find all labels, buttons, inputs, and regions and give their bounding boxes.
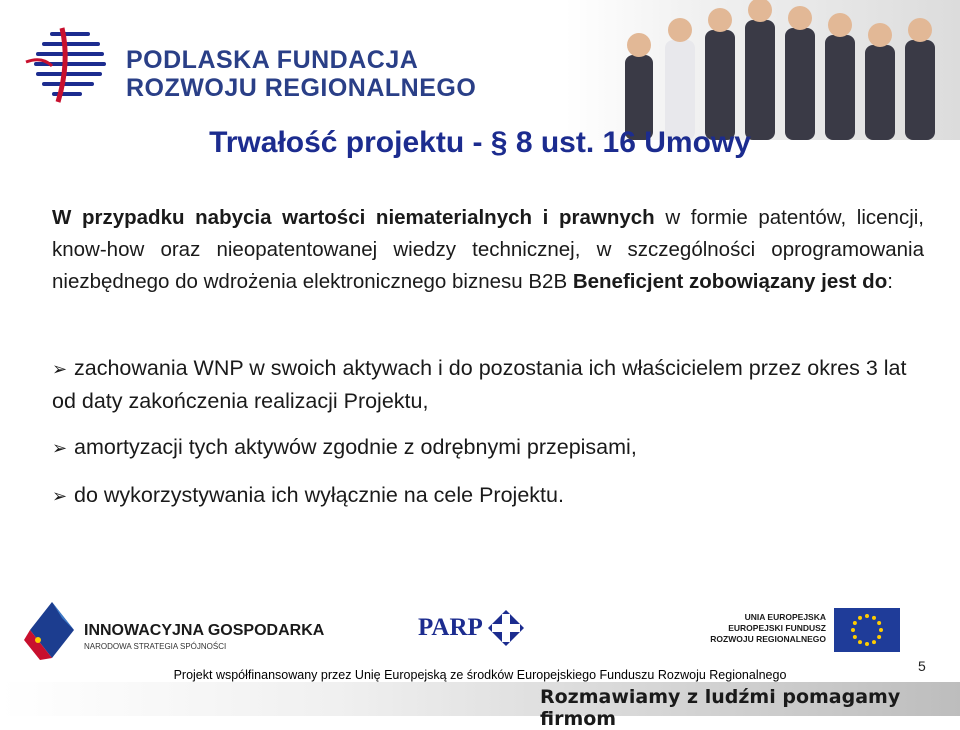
intro-middle: w formie patentów, licencji, know-how oraz nieopatentowanej wiedzy technicznej, w szczególności oprogramowania niezbędnego do wdrożenia elektronicznego biznesu B2B <box>52 206 924 293</box>
parp-text: PARP <box>418 614 483 641</box>
eu-star-icon <box>877 621 881 625</box>
organization-name <box>126 46 476 102</box>
eu-text <box>690 612 826 645</box>
intro-bold-lead: W przypadku nabycia wartości niematerialnych i prawnych <box>52 206 655 229</box>
eu-star-icon <box>853 635 857 639</box>
innowacyjna-gospodarka-logo <box>22 600 325 662</box>
eu-flag-icon <box>834 608 900 652</box>
eu-star-icon <box>851 628 855 632</box>
eu-line3: ROZWOJU REGIONALNEGO <box>710 634 826 644</box>
intro-end: : <box>887 270 893 293</box>
eu-star-icon <box>865 642 869 646</box>
bullet-item <box>52 431 924 464</box>
page-number: 5 <box>918 658 926 674</box>
eu-star-icon <box>858 640 862 644</box>
eu-line2: EUROPEJSKI FUNDUSZ <box>728 623 826 633</box>
eu-star-icon <box>865 614 869 618</box>
eu-line1: UNIA EUROPEJSKA <box>744 612 826 622</box>
bullet-text: zachowania WNP w swoich aktywach i do pozostania ich właścicielem przez okres 3 lat od daty zakończenia realizacji Projektu, <box>52 356 907 413</box>
parp-emblem-icon <box>486 608 526 648</box>
ig-line1: INNOWACYJNA GOSPODARKA <box>84 622 325 639</box>
parp-logo <box>418 606 528 650</box>
eu-star-icon <box>858 616 862 620</box>
org-name-line2: ROZWOJU REGIONALNEGO <box>126 74 477 102</box>
eu-star-icon <box>872 640 876 644</box>
eu-star-icon <box>853 621 857 625</box>
bullet-text: do wykorzystywania ich wyłącznie na cele Projektu. <box>74 483 564 507</box>
eu-star-icon <box>879 628 883 632</box>
bullet-item <box>52 479 924 512</box>
arrow-bullet-icon: ➢ <box>52 359 68 379</box>
org-name-line1: PODLASKA FUNDACJA <box>126 46 419 74</box>
eu-star-icon <box>872 616 876 620</box>
bullet-text: amortyzacji tych aktywów zgodnie z odrębnymi przepisami, <box>74 435 637 459</box>
slogan: Rozmawiamy z ludźmi pomagamy firmom <box>540 686 901 730</box>
ig-line2: NARODOWA STRATEGIA SPÓJNOŚCI <box>84 642 227 651</box>
intro-paragraph <box>52 202 924 298</box>
eu-star-icon <box>877 635 881 639</box>
foundation-logo-icon <box>22 22 112 108</box>
arrow-bullet-icon: ➢ <box>52 486 68 506</box>
slide-title: Trwałość projektu - § 8 ust. 16 Umowy <box>209 126 751 159</box>
arrow-bullet-icon: ➢ <box>52 438 68 458</box>
funding-note: Projekt współfinansowany przez Unię Europejską ze środków Europejskiego Funduszu Rozwoju Regionalnego <box>173 668 787 682</box>
bullet-item <box>52 352 924 417</box>
business-people-photo <box>565 0 960 140</box>
ig-emblem-icon <box>22 600 78 662</box>
intro-bold-tail: Beneficjent zobowiązany jest do <box>572 270 888 293</box>
